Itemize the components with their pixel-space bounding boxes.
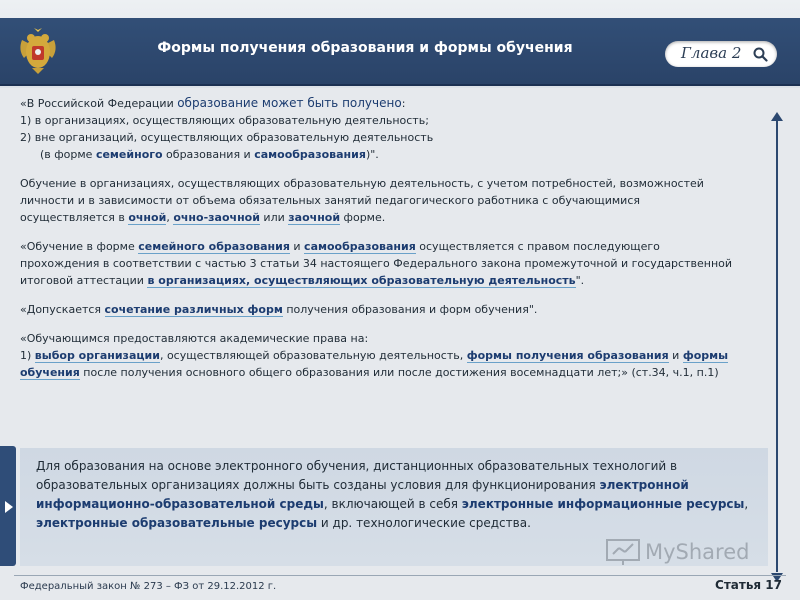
text: получения образования и форм обучения". bbox=[282, 303, 538, 316]
text-line bbox=[36, 495, 748, 514]
text-line: личности и в зависимости от объема обязательных занятий педагогического работника с обучающимися bbox=[20, 194, 640, 207]
footer-divider bbox=[14, 575, 786, 576]
text-line: 1) в организациях, осуществляющих образовательную деятельность; bbox=[20, 114, 429, 127]
text: осуществляется в bbox=[20, 211, 129, 224]
search-icon[interactable] bbox=[752, 46, 768, 62]
text: : bbox=[401, 97, 406, 110]
highlight: самообразования bbox=[254, 148, 366, 161]
highlight: очной bbox=[128, 211, 167, 224]
text: «Обучение в форме bbox=[20, 240, 139, 253]
text: и bbox=[289, 240, 305, 253]
text-line bbox=[20, 364, 760, 381]
page-title: Формы получения образования и формы обучения bbox=[157, 40, 573, 56]
text: «Допускается bbox=[20, 303, 105, 316]
text: , bbox=[744, 497, 749, 511]
watermark-text: MyShared bbox=[645, 540, 750, 564]
text-line: прохождения в соответствии с частью 3 статьи 34 настоящего Федерального закона промежуточной и государственной bbox=[20, 257, 733, 270]
text: ". bbox=[575, 274, 585, 287]
highlight: очно-заочной bbox=[173, 211, 260, 224]
paragraph-family-education bbox=[20, 238, 760, 289]
presentation-board-icon bbox=[605, 538, 641, 566]
text: форме. bbox=[340, 211, 386, 224]
text: , включающей в себя bbox=[323, 497, 462, 511]
text: 1) bbox=[20, 349, 35, 362]
text-line bbox=[20, 95, 760, 112]
footer-law-reference: Федеральный закон № 273 – ФЗ от 29.12.2012 г. bbox=[20, 581, 277, 592]
highlight: семейного образования bbox=[138, 240, 290, 253]
text-line bbox=[36, 476, 748, 495]
highlight: электронные информационные ресурсы bbox=[461, 497, 745, 511]
scroll-track[interactable] bbox=[776, 120, 778, 572]
play-arrow-icon bbox=[5, 501, 13, 513]
paragraph-academic-rights bbox=[20, 330, 760, 381]
highlight: самообразования bbox=[304, 240, 416, 253]
vertical-scrollbar[interactable] bbox=[771, 112, 783, 582]
text: образования и bbox=[162, 148, 255, 161]
text: «В Российской Федерации bbox=[20, 97, 178, 110]
text-line: Для образования на основе электронного обучения, дистанционных образовательных технологий в bbox=[36, 459, 678, 473]
highlight: формы получения образования bbox=[466, 349, 669, 362]
paragraph-forms-of-training bbox=[20, 175, 760, 226]
highlight: образование может быть получено bbox=[177, 96, 402, 110]
text: образовательных организациях должны быть созданы условия для функционирования bbox=[36, 478, 600, 492]
highlight: формы bbox=[682, 349, 729, 362]
main-content bbox=[20, 95, 760, 440]
paragraph-forms-of-education bbox=[20, 95, 760, 163]
expand-side-tab[interactable] bbox=[0, 446, 16, 566]
text-line bbox=[36, 514, 748, 533]
text: или bbox=[259, 211, 289, 224]
highlight: электронной bbox=[599, 478, 689, 492]
highlight: выбор организации bbox=[34, 349, 160, 362]
text-line bbox=[20, 347, 760, 364]
highlight: электронные образовательные ресурсы bbox=[36, 516, 318, 530]
header bbox=[0, 0, 800, 88]
highlight: сочетание различных форм bbox=[104, 303, 283, 316]
text-line bbox=[20, 272, 760, 289]
text: и bbox=[668, 349, 683, 362]
highlight: обучения bbox=[20, 366, 80, 379]
text-line: «Обучающимся предоставляются академические права на: bbox=[20, 332, 369, 345]
text-line: 2) вне организаций, осуществляющих образовательную деятельность bbox=[20, 131, 434, 144]
text: и др. технологические средства. bbox=[317, 516, 531, 530]
text-line bbox=[20, 238, 760, 255]
text: осуществляется с правом последующего bbox=[415, 240, 660, 253]
highlight: семейного bbox=[95, 148, 163, 161]
footer-article-number: Статья 17 bbox=[715, 578, 782, 592]
text-line bbox=[20, 301, 760, 318]
chapter-label: Глава 2 bbox=[681, 44, 742, 62]
text: , bbox=[166, 211, 174, 224]
paragraph-combination bbox=[20, 301, 760, 318]
highlight: информационно-образовательной среды bbox=[36, 497, 324, 511]
text: (в форме bbox=[40, 148, 96, 161]
text: итоговой аттестации bbox=[20, 274, 148, 287]
highlight: в организациях, осуществляющих образовательную деятельность bbox=[147, 274, 576, 287]
electronic-learning-text bbox=[36, 457, 748, 533]
text-line bbox=[20, 209, 760, 226]
text-line bbox=[20, 146, 760, 163]
text: , осуществляющей образовательную деятельность, bbox=[159, 349, 467, 362]
chapter-search-box[interactable] bbox=[665, 41, 777, 67]
highlight: заочной bbox=[288, 211, 341, 224]
text: после получения основного общего образования или после достижения восемнадцати лет;» (ст.34, ч.1, п.1) bbox=[79, 366, 719, 379]
text: )". bbox=[365, 148, 379, 161]
text-line: Обучение в организациях, осуществляющих образовательную деятельность, с учетом потребностей, возможностей bbox=[20, 177, 704, 190]
